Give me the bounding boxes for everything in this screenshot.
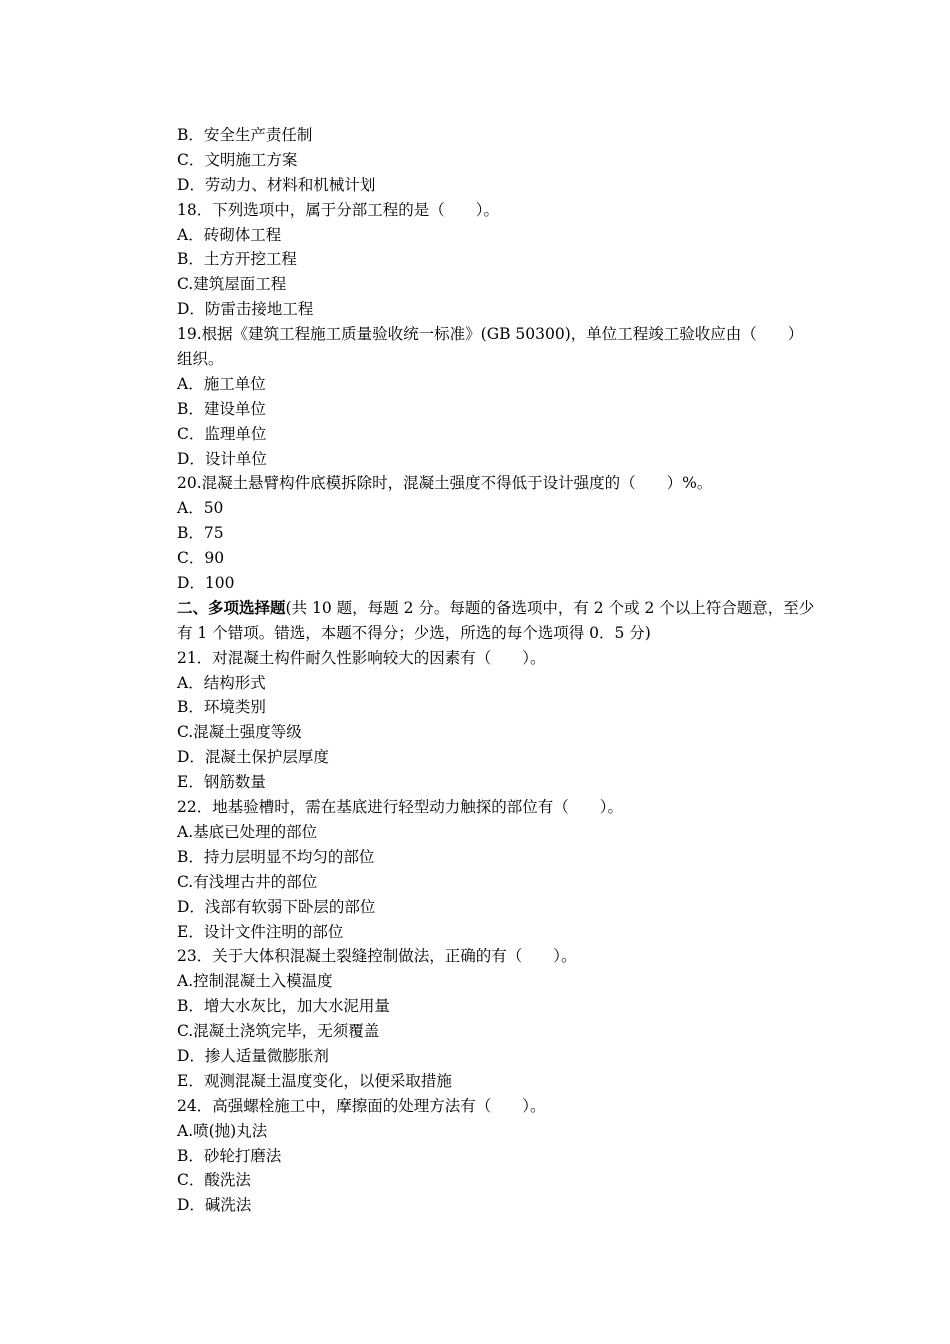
option-line: E．钢筋数量: [177, 773, 266, 792]
option-line: A．50: [177, 499, 224, 518]
option-line: C．监理单位: [177, 424, 267, 443]
question-20: 20.混凝土悬臂构件底模拆除时，混凝土强度不得低于设计强度的（ ）%。: [177, 474, 713, 493]
option-line: C.建筑屋面工程: [177, 275, 287, 294]
option-line: D．碱洗法: [177, 1196, 252, 1215]
option-line: D．掺人适量微膨胀剂: [177, 1046, 329, 1065]
question-24: 24．高强螺栓施工中，摩擦面的处理方法有（ ）。: [177, 1096, 546, 1115]
option-line: A．结构形式: [177, 673, 266, 692]
section-heading-title: 二、多项选择题: [177, 597, 286, 617]
option-line: D．混凝土保护层厚度: [177, 748, 329, 767]
option-line: B．土方开挖工程: [177, 250, 297, 269]
question-21: 21．对混凝土构件耐久性影响较大的因素有（ ）。: [177, 648, 546, 667]
question-23: 23．关于大体积混凝土裂缝控制做法，正确的有（ ）。: [177, 947, 577, 966]
question-18: 18．下列选项中，属于分部工程的是（ ）。: [177, 200, 499, 219]
option-line: A.喷(抛)丸法: [177, 1121, 268, 1140]
section-heading: [177, 596, 817, 621]
section-heading-instructions: (共 10 题，每题 2 分。每题的备选项中，有 2 个或 2 个以上符合题意，至少: [285, 598, 815, 617]
option-line: B．砂轮打磨法: [177, 1146, 282, 1165]
option-line: A．施工单位: [177, 374, 266, 393]
option-line: C.混凝土强度等级: [177, 723, 302, 742]
question-19-continued: 组织。: [177, 350, 224, 369]
option-line: D．100: [177, 574, 235, 593]
option-line: D．劳动力、材料和机械计划: [177, 175, 376, 194]
question-22: 22．地基验槽时，需在基底进行轻型动力触探的部位有（ ）。: [177, 798, 623, 817]
option-line: B．安全生产责任制: [177, 126, 313, 144]
option-line: B．75: [177, 524, 224, 543]
option-line: D．设计单位: [177, 449, 267, 468]
option-line: C.混凝土浇筑完毕，无须覆盖: [177, 1022, 380, 1041]
option-line: D．防雷击接地工程: [177, 300, 314, 319]
section-heading-continued: 有 1 个错项。错选，本题不得分；少选，所选的每个选项得 0．5 分): [177, 623, 651, 642]
option-line: C.有浅埋古井的部位: [177, 872, 318, 891]
option-line: B．增大水灰比，加大水泥用量: [177, 997, 390, 1016]
question-19: 19.根据《建筑工程施工质量验收统一标准》(GB 50300)，单位工程竣工验收应由（ ）: [177, 325, 804, 344]
option-line: B．建设单位: [177, 399, 266, 418]
option-line: E．设计文件注明的部位: [177, 922, 344, 941]
option-line: C．文明施工方案: [177, 150, 298, 169]
option-line: A.控制混凝土入模温度: [177, 972, 333, 991]
option-line: B．持力层明显不均匀的部位: [177, 847, 375, 866]
option-line: E．观测混凝土温度变化，以便采取措施: [177, 1071, 452, 1090]
option-line: B．环境类别: [177, 698, 266, 717]
option-line: A．砖砌体工程: [177, 225, 282, 244]
exam-content: [177, 123, 817, 1218]
option-line: C．酸洗法: [177, 1171, 251, 1190]
option-line: C．90: [177, 549, 225, 568]
option-line: D．浅部有软弱下卧层的部位: [177, 897, 376, 916]
option-line: A.基底已处理的部位: [177, 822, 318, 841]
